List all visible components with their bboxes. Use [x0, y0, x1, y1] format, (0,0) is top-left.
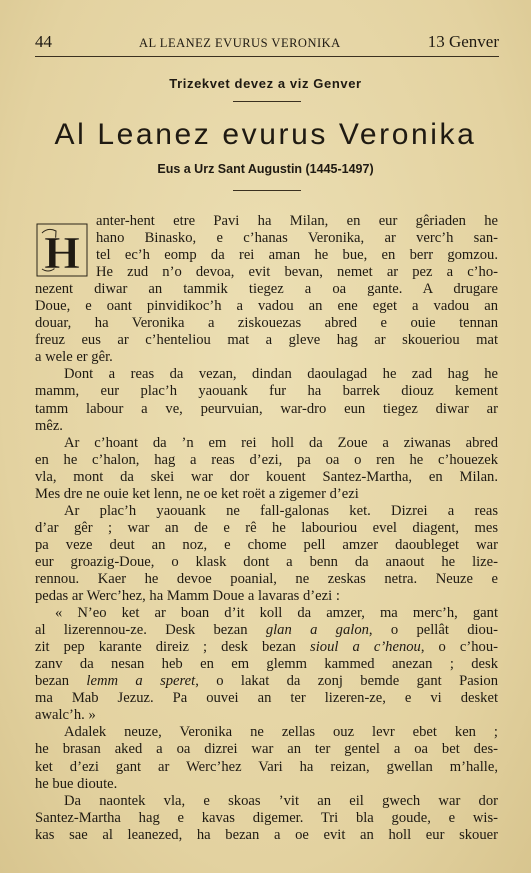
text-line: awalc’h. » — [35, 707, 96, 724]
text-line: tamm labour a ve, peurvuian, war-dro eun tiegez diwar ar — [35, 400, 498, 417]
text-line: ma Mab Jezuz. Pa ouvei an ter lizeren-ze, e vi desket — [35, 690, 498, 707]
day-heading: Trizekvet devez a viz Genver — [169, 76, 362, 91]
text-line: He zud n’o devoa, evit bevan, nemet ar pez a c’ho- — [96, 264, 498, 281]
text-line: vla, mont da skei war dor kouent Santez-Martha, en Milan. — [35, 468, 498, 485]
text-line: Ar c’hoant da ’n em rei holl da Zoue a ziwanas abred — [64, 434, 498, 451]
text-line: douar, ha Veronika a ziskouezas abred e ouie tennan — [35, 315, 498, 332]
text-line: Santez-Martha hag e kavas digemer. Tri bla goude, e wis- — [35, 809, 498, 826]
text-line: kas sae al leanezed, ha bezan a oe evit an holl eur skouer — [35, 826, 498, 843]
text-line: ket d’ezi gant ar Werc’hez Vari ha reizan, gwellan m’halle, — [35, 758, 498, 775]
italic-phrase: glan a galon — [265, 622, 369, 639]
text-line: tel ec’h eomp da rei aman he bue, en berr gomzou. — [96, 247, 498, 264]
text-line: nezent diwar an tammik tiegez a oa gante. A drugare — [35, 281, 498, 298]
italic-phrase: lemm a speret — [86, 673, 196, 690]
header-date: 13 Genver — [427, 32, 499, 51]
text-line: en he c’halon, hag a reas d’ezi, pa oa o ren he c’houezek — [35, 451, 498, 468]
page-header — [35, 32, 499, 54]
text-line: Dont a reas da vezan, dindan daoulagad he zad hag he — [64, 366, 498, 383]
ornament-rule-top — [233, 101, 301, 102]
page-number: 44 — [35, 32, 52, 51]
ornament-rule-bottom — [233, 190, 301, 191]
text-line: eur groazig-Doue, o klask dont a benn da anaout he lize- — [35, 553, 498, 570]
text-line: Adalek neuze, Veronika ne zellas ouz levr ebet ken ; — [64, 724, 498, 741]
running-title: AL LEANEZ EVURUS VERONIKA — [138, 36, 341, 50]
text-line: freuz eus ar c’henteliou mat a gleve hag ar skoueriou mat — [35, 332, 498, 349]
text-line: Doue, e oant pinvidikoc’h a vadou an ene eget a vadou an — [35, 298, 498, 315]
text-line: Da naontek vla, e skoas ’vit an eil gwech war dor — [64, 792, 498, 809]
chapter-subtitle: Eus a Urz Sant Augustin (1445-1497) — [157, 162, 374, 176]
text-line: he brasan aked a oa dizrei war an ter gentel a oa bet des- — [35, 741, 498, 758]
text-line: al lizerennou-ze. Desk bezan glan a galon, o pellât diou- — [35, 622, 498, 639]
text-line: rennou. Kaer he devoe poanial, ne zeskas netra. Neuze e — [35, 570, 498, 587]
text-line: anter-hent etre Pavi ha Milan, en eur gêriaden he — [96, 213, 498, 229]
text-line: a wele er gêr. — [35, 349, 113, 366]
text-line: Mes dre ne ouie ket lenn, ne oe ket roët a zigemer d’ezi — [35, 485, 359, 502]
text-line: Ar plac’h yaouank ne fall-galonas ket. Dizrei a reas — [64, 502, 498, 519]
text-line: pedas ar Werc’hez, ha Mamm Doue a lavaras d’ezi : — [35, 588, 340, 605]
chapter-title: Al Leanez evurus Veronika — [54, 118, 477, 151]
text-line: « N’eo ket ar boan d’it koll da amzer, ma merc’h, gant — [55, 605, 498, 622]
header-rule — [35, 56, 499, 57]
svg-text:H: H — [44, 227, 80, 277]
text-line: he bue dioute. — [35, 775, 118, 792]
body-text — [35, 213, 498, 844]
text-line: hano Binasko, e c’hanas Veronika, ar verc’h san- — [96, 230, 498, 247]
text-line: zanv da nesan heb en em glemm kammed anezan ; desk — [35, 656, 498, 673]
text-line: zit pep karante direiz ; desk bezan sioul a c’henou, o c’hou- — [35, 639, 498, 656]
text-line: mêz. — [35, 417, 63, 434]
text-line: d’ar gêr ; war an de e rê he labouriou evel diagent, mes — [35, 519, 498, 536]
text-line: pa veze deut an noz, e chome pell amzer daoubleget war — [35, 536, 498, 553]
italic-phrase: sioul a c’henou — [310, 639, 421, 656]
text-line: bezan lemm a speret, o lakat da zonj bemde gant Pasion — [35, 673, 498, 690]
text-line: mamm, eur plac’h yaouank fur ha barrek diouz kement — [35, 383, 498, 400]
